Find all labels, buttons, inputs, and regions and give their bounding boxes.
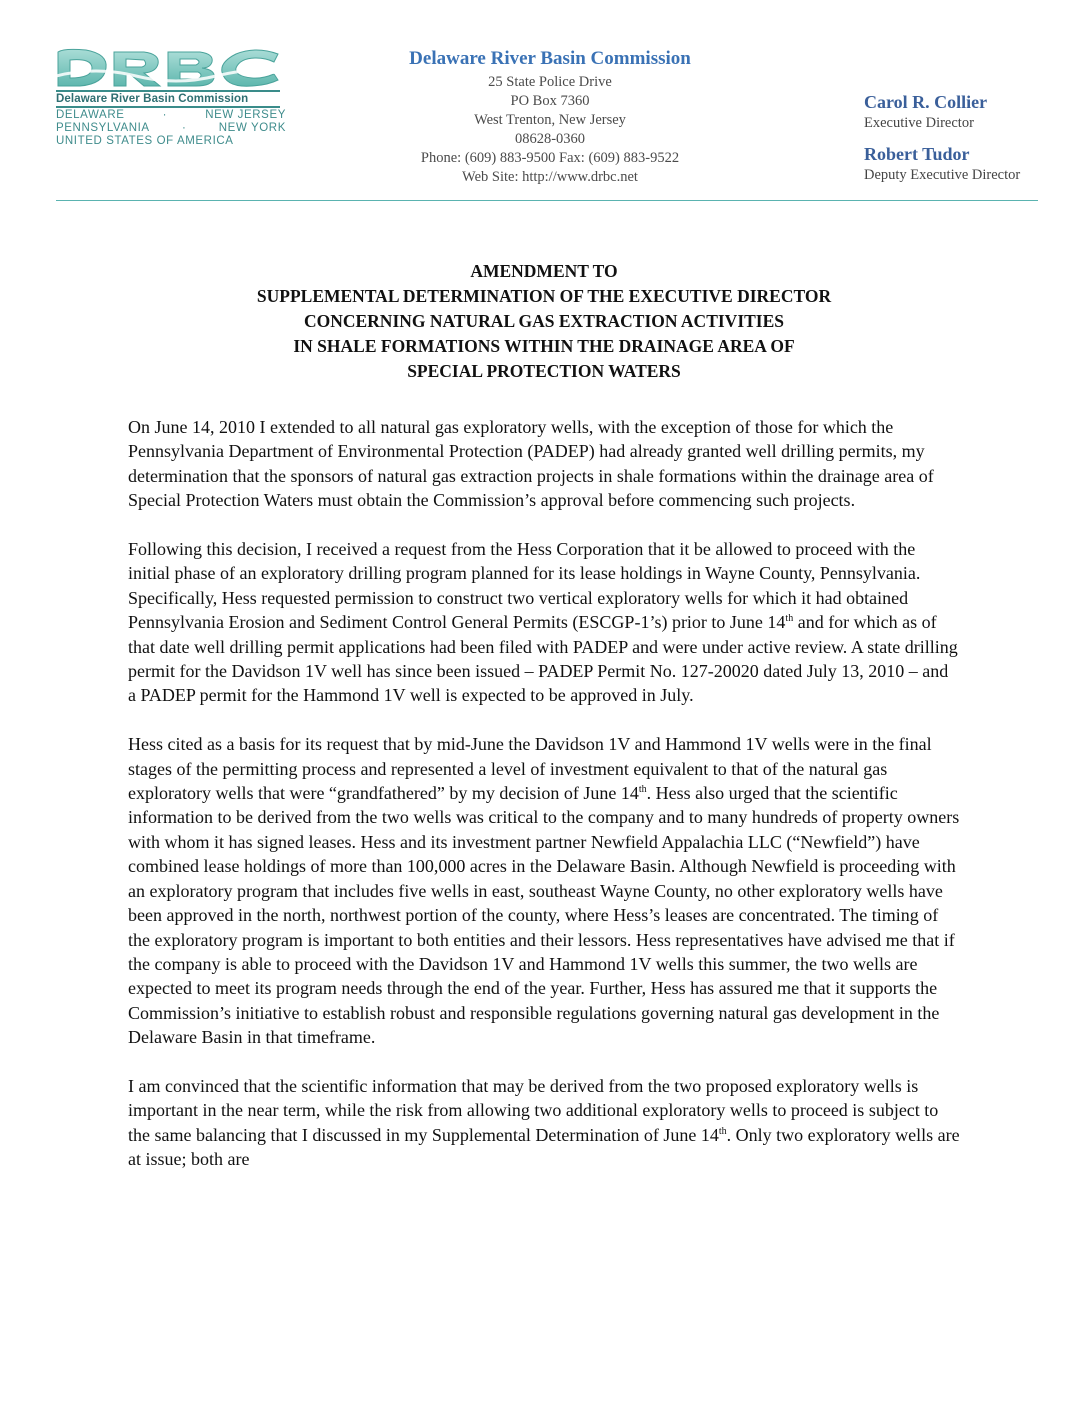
superscript: th <box>718 1125 727 1137</box>
logo-state: NEW JERSEY <box>205 109 286 121</box>
logo-state: DELAWARE <box>56 109 125 121</box>
logo-states <box>56 109 286 148</box>
paragraph <box>128 732 960 1049</box>
logo-states-row <box>56 135 286 148</box>
title-line: SPECIAL PROTECTION WATERS <box>407 361 681 381</box>
officer-name: Carol R. Collier <box>864 92 988 112</box>
drbc-wordmark-graphic <box>56 46 280 90</box>
website-line: Web Site: http://www.drbc.net <box>462 169 638 185</box>
address-line: PO Box 7360 <box>510 93 590 109</box>
address-line: 25 State Police Drive <box>488 74 612 90</box>
paragraph <box>128 537 960 708</box>
letterhead-divider <box>56 200 1038 201</box>
organization-name: Delaware River Basin Commission <box>409 48 691 69</box>
officer-title: Executive Director <box>864 115 974 131</box>
superscript: th <box>785 613 794 625</box>
paragraph <box>128 1074 960 1172</box>
paragraph-text: Following this decision, I received a request from the Hess Corporation that it be allowed to proceed with the initial phase of an exploratory drilling program planned for its lease holdings in Wayne County, Pennsylvania. Specifically, Hess requested permission to construct two vertical exploratory wells for which it had obtained Pennsylvania Erosion and Sediment Control General Permits (ESCGP-1’s) prior to June 14 <box>128 539 921 633</box>
logo-states-row <box>56 109 286 122</box>
paragraph-text: . Hess also urged that the scientific information to be derived from the two wells was critical to the company and to many hundreds of property owners with whom it has signed leases. Hess and its investment partner Newfield Appalachia LLC (“Newfield”) have combined lease holdings of more than 100,000 acres in the Delaware Basin. Although Newfield is proceeding with an exploratory program that includes five wells in east, southeast Wayne County, no other exploratory wells have been approved in the north, northwest portion of the county, where Hess’s leases are concentrated. The timing of the exploratory program is important to both entities and their lessors. Hess representatives have advised me that if the company is able to proceed with the Davidson 1V and Hammond 1V wells this summer, the two wells are expected to meet its program needs through the end of the year. Further, Hess has assured me that it supports the Commission’s initiative to establish robust and responsible regulations governing natural gas development in the Delaware Basin in that timeframe. <box>128 783 960 1048</box>
address-line: West Trenton, New Jersey <box>474 112 626 128</box>
officers-block <box>864 92 1074 184</box>
paragraph-text: and for which as of that date well drilling permit applications had been filed with PADEP and were under active review. A state drilling permit for the Davidson 1V well has since been issued – PADEP Permit No. 127-20020 dated July 13, 2010 – and a PADEP permit for the Hammond 1V well is expected to be approved in July. <box>128 612 958 706</box>
logo-separator: · <box>182 122 187 134</box>
title-line: AMENDMENT TO <box>470 261 618 281</box>
drbc-logo <box>56 46 286 150</box>
document-title <box>128 259 960 384</box>
paragraph <box>128 415 960 513</box>
logo-name-bar <box>56 90 280 108</box>
logo-state: NEW YORK <box>218 122 286 134</box>
logo-state: PENNSYLVANIA <box>56 122 150 134</box>
paragraph-text: . Only two exploratory wells are at issue; both are <box>128 1124 960 1170</box>
title-line: SUPPLEMENTAL DETERMINATION OF THE EXECUTIVE DIRECTOR <box>256 286 832 306</box>
phone-fax-line: Phone: (609) 883-9500 Fax: (609) 883-9522 <box>420 150 680 166</box>
paragraph-text: On June 14, 2010 I extended to all natural gas exploratory wells, with the exception of those for which the Pennsylvania Department of Environmental Protection (PADEP) had already granted well drilling permits, my determination that the sponsors of natural gas extraction projects in shale formations within the drainage area of Special Protection Waters must obtain the Commission’s approval before commencing such projects. <box>128 417 934 511</box>
organization-block <box>380 48 720 187</box>
paragraph-text: I am convinced that the scientific information that may be derived from the two proposed exploratory wells is important in the near term, while the risk from allowing two additional exploratory wells to proceed is subject to the same balancing that I discussed in my Supplemental Determination of June 14 <box>128 1075 939 1145</box>
logo-separator: · <box>162 109 168 121</box>
officer <box>864 144 1074 184</box>
address-line: 08628-0360 <box>514 131 586 147</box>
title-line: IN SHALE FORMATIONS WITHIN THE DRAINAGE AREA OF <box>293 336 795 356</box>
superscript: th <box>638 784 647 796</box>
logo-states-row <box>56 122 286 135</box>
logo-country: UNITED STATES OF AMERICA <box>56 135 234 147</box>
document-body <box>128 415 960 1196</box>
letterhead <box>0 0 1088 210</box>
officer <box>864 92 1074 132</box>
logo-bar-text: Delaware River Basin Commission <box>56 93 249 105</box>
officer-title: Deputy Executive Director <box>864 167 1021 183</box>
title-line: CONCERNING NATURAL GAS EXTRACTION ACTIVITIES <box>303 311 785 331</box>
paragraph-text: Hess cited as a basis for its request that by mid-June the Davidson 1V and Hammond 1V wells were in the final stages of the permitting process and represented a level of investment equivalent to that of the natural gas exploratory wells that were “grandfathered” by my decision of June 14 <box>128 734 932 804</box>
officer-name: Robert Tudor <box>864 144 970 164</box>
